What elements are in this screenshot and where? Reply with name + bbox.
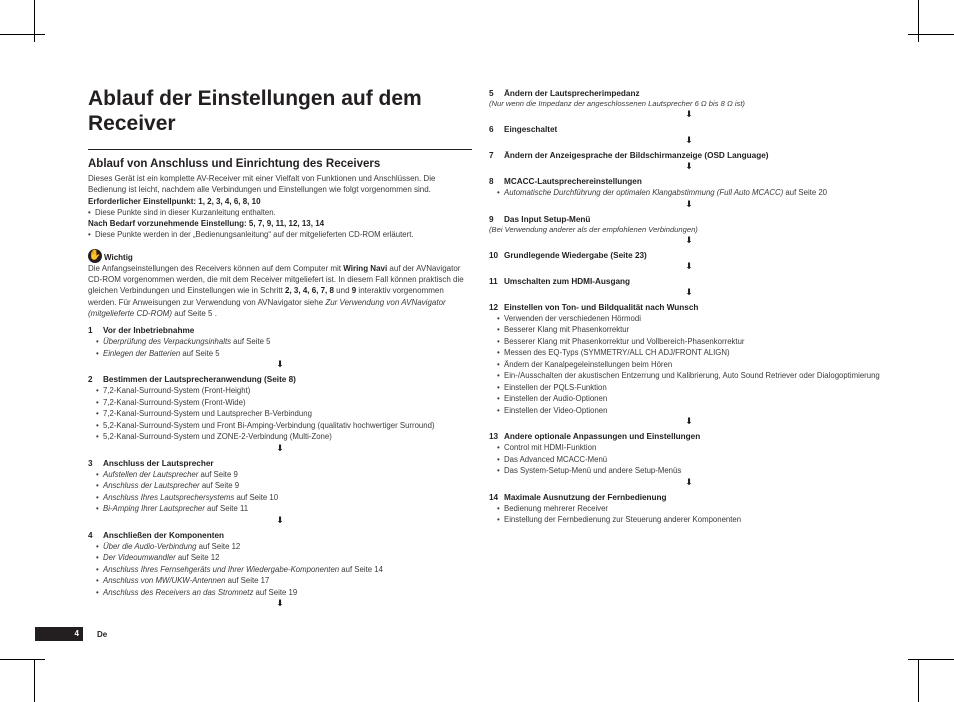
step-ref: 9 bbox=[351, 286, 357, 296]
step-number: 2 bbox=[88, 375, 93, 385]
step-11 bbox=[489, 276, 889, 298]
step-title: Das Input Setup-Menü bbox=[504, 214, 591, 224]
list-item: • Besserer Klang mit Phasenkorrektur und Vollbereich-Phasenkorrektur bbox=[497, 336, 889, 348]
step-14 bbox=[489, 492, 889, 526]
list-item: • Verwenden der verschiedenen Hörmodi bbox=[497, 313, 889, 325]
step-title: Maximale Ausnutzung der Fernbedienung bbox=[504, 492, 667, 502]
arrow-down-icon: ⬇ bbox=[685, 135, 693, 145]
list-item bbox=[96, 575, 472, 587]
step-note: (Bei Verwendung anderer als der empfohlenen Verbindungen) bbox=[489, 224, 698, 234]
step-13 bbox=[489, 431, 889, 488]
page-ref: auf Seite 10 bbox=[234, 492, 279, 502]
list-item: • 5,2-Kanal-Surround-System und ZONE-2-Verbindung (Multi-Zone) bbox=[96, 431, 472, 443]
list-item bbox=[96, 469, 472, 481]
list-item bbox=[96, 348, 472, 360]
step-title: Bestimmen der Lautsprecheranwendung (Seite 8) bbox=[103, 375, 296, 385]
item-link[interactable]: Anschluss von MW/UKW-Antennen bbox=[103, 576, 226, 586]
optional-values: : 5, 7, 9, 11, 12, 13, 14 bbox=[244, 219, 325, 229]
step-number: 4 bbox=[88, 530, 93, 540]
item-link[interactable]: Anschluss des Receivers an das Stromnetz bbox=[103, 587, 254, 597]
arrow-down-icon: ⬇ bbox=[685, 109, 693, 119]
important-text-part: auf der AVNavigator CD-ROM vorgenommen werden, die mit dem Receiver mitgeliefert ist. In diesem Fall können praktisch die gleichen Verbindungen und Einstellungen wie in Schritt bbox=[88, 263, 464, 296]
title-line-2: Receiver bbox=[88, 112, 176, 135]
step-title: Grundlegende Wiedergabe (Seite 23) bbox=[504, 250, 647, 260]
arrow-down-icon: ⬇ bbox=[685, 476, 693, 487]
important-header bbox=[88, 249, 472, 263]
arrow-down-icon: ⬇ bbox=[276, 514, 284, 525]
page-ref: auf Seite 12 bbox=[196, 541, 241, 551]
step-number: 13 bbox=[489, 432, 499, 441]
language-label: De bbox=[97, 629, 108, 639]
arrow-down-icon: ⬇ bbox=[685, 416, 693, 426]
list-item bbox=[96, 541, 472, 553]
section-title: Ablauf von Anschluss und Einrichtung des Receivers bbox=[88, 158, 381, 170]
step-number: 3 bbox=[88, 458, 93, 468]
arrow-down-icon: ⬇ bbox=[685, 161, 693, 171]
page-ref: auf Seite 12 bbox=[175, 553, 220, 563]
step-1 bbox=[88, 325, 472, 370]
list-item: • Ein-/Ausschalten der akustischen Entzerrung und Kalibrierung, Auto Sound Retriever oder Dialogoptimierung bbox=[497, 370, 889, 382]
right-column bbox=[489, 88, 889, 526]
step-note: (Nur wenn die Impedanz der angeschlossenen Lautsprecher 6 Ω bis 8 Ω ist) bbox=[489, 99, 745, 108]
step-8 bbox=[489, 176, 889, 210]
step-3 bbox=[88, 458, 472, 526]
arrow-down-icon: ⬇ bbox=[685, 234, 693, 245]
step-title: Ändern der Lautsprecherimpedanz bbox=[504, 89, 640, 98]
page-ref: auf Seite 17 bbox=[225, 576, 270, 586]
list-item bbox=[96, 336, 472, 348]
item-link[interactable]: Überprüfung des Verpackungsinhalts bbox=[103, 337, 232, 347]
item-link[interactable]: Aufstellen der Lautsprecher bbox=[103, 469, 199, 479]
page-ref: auf Seite 9 bbox=[199, 481, 240, 491]
step-6 bbox=[489, 124, 889, 146]
list-item: • 5,2-Kanal-Surround-System und Front Bi-Amping-Verbindung (qualitativ hochwertiger Surround) bbox=[96, 420, 472, 432]
step-title: Vor der Inbetriebnahme bbox=[103, 326, 195, 336]
item-link[interactable]: Anschluss der Lautsprecher bbox=[103, 481, 200, 491]
page-ref: auf Seite 9 bbox=[198, 469, 238, 479]
important-text-part: und bbox=[333, 286, 352, 296]
list-item bbox=[96, 503, 472, 515]
item-link[interactable]: Anschluss Ihres Fernsehgeräts und Ihrer Wiedergabe-Komponenten bbox=[103, 564, 340, 574]
step-12 bbox=[489, 302, 889, 428]
crop-mark bbox=[0, 659, 45, 660]
item-link[interactable]: Anschluss Ihres Lautsprechersystems bbox=[103, 492, 235, 502]
item-link[interactable]: Bi-Amping Ihrer Lautsprecher bbox=[103, 504, 205, 514]
step-number: 7 bbox=[489, 151, 494, 160]
title-line-1: Ablauf der Einstellungen auf dem bbox=[88, 87, 422, 110]
step-number: 12 bbox=[489, 302, 499, 312]
hand-icon: ✋ bbox=[88, 249, 102, 261]
arrow-down-icon: ⬇ bbox=[276, 359, 284, 370]
list-item bbox=[96, 564, 472, 576]
step-5 bbox=[489, 88, 889, 120]
step-title: Anschluss der Lautsprecher bbox=[103, 458, 214, 468]
crop-mark bbox=[918, 0, 919, 42]
list-item: • 7,2-Kanal-Surround-System und Lautsprecher B-Verbindung bbox=[96, 408, 472, 420]
list-item bbox=[96, 492, 472, 504]
crop-mark bbox=[908, 34, 954, 35]
page-title bbox=[88, 86, 472, 136]
optional-note: • Diese Punkte werden in der „Bedienungsanleitung“ auf der mitgelieferten CD-ROM erläutert. bbox=[88, 229, 472, 240]
list-item bbox=[96, 480, 472, 492]
important-text bbox=[88, 263, 472, 319]
list-item: • Einstellen der Audio-Optionen bbox=[497, 393, 889, 405]
list-item: • Das Advanced MCACC-Menü bbox=[497, 454, 889, 466]
step-number: 8 bbox=[489, 177, 494, 186]
required-values: : 1, 2, 3, 4, 6, 8, 10 bbox=[193, 196, 261, 206]
step-title: Anschließen der Komponenten bbox=[103, 530, 225, 540]
intro-text: Dieses Gerät ist ein komplette AV-Receiver mit einer Vielfalt von Funktionen und Anschlüssen. Die Bedienung ist leicht, nachdem alle Verbindungen und Einstellungen wie folgt vorgenommen sind. bbox=[88, 174, 436, 195]
arrow-down-icon: ⬇ bbox=[685, 198, 693, 209]
item-link[interactable]: Einlegen der Batterien bbox=[103, 348, 181, 358]
avnavigator-link[interactable]: Zur Verwendung von AVNavigator (mitgelieferte CD-ROM) bbox=[88, 297, 446, 318]
list-item: • 7,2-Kanal-Surround-System (Front-Wide) bbox=[96, 397, 472, 409]
step-number: 10 bbox=[489, 250, 499, 260]
item-link[interactable]: Der Videoumwandler bbox=[103, 553, 176, 563]
important-text-part: auf Seite 5 . bbox=[172, 308, 217, 318]
step-number: 11 bbox=[489, 276, 498, 286]
step-title: MCACC-Lautsprechereinstellungen bbox=[504, 177, 642, 186]
step-4 bbox=[88, 530, 472, 610]
crop-mark bbox=[908, 659, 954, 660]
list-item: • Das System-Setup-Menü und andere Setup-Menüs bbox=[497, 465, 889, 477]
arrow-down-icon: ⬇ bbox=[276, 442, 284, 453]
crop-mark bbox=[34, 660, 35, 702]
step-number: 1 bbox=[88, 326, 93, 336]
step-number: 14 bbox=[489, 492, 499, 502]
step-title: Umschalten zum HDMI-Ausgang bbox=[504, 276, 631, 286]
page-ref: auf Seite 14 bbox=[339, 564, 383, 574]
page-ref: auf Seite 5 bbox=[180, 348, 220, 358]
step-2 bbox=[88, 374, 472, 454]
required-note: • Diese Punkte sind in dieser Kurzanleitung enthalten. bbox=[88, 207, 472, 218]
step-number: 9 bbox=[489, 214, 494, 224]
title-rule bbox=[88, 149, 472, 150]
optional-label: Nach Bedarf vorzunehmende Einstellung bbox=[88, 219, 245, 229]
arrow-down-icon: ⬇ bbox=[685, 260, 693, 271]
list-item: • Einstellen der PQLS-Funktion bbox=[497, 382, 889, 394]
list-item bbox=[497, 187, 889, 199]
important-text-part: interaktiv vorgenommen werden. Für Anweisungen zur Verwendung von AVNavigator siehe bbox=[88, 286, 444, 307]
item-link[interactable]: Automatische Durchführung der optimalen Klangabstimmung (Full Auto MCACC) bbox=[504, 188, 784, 197]
list-item: • Messen des EQ-Typs (SYMMETRY/ALL CH ADJ/FRONT ALIGN) bbox=[497, 347, 889, 359]
arrow-down-icon: ⬇ bbox=[276, 598, 284, 609]
list-item bbox=[96, 552, 472, 564]
page-ref: auf Seite 11 bbox=[204, 504, 249, 514]
page-ref: auf Seite 20 bbox=[783, 188, 828, 197]
page-number: 4 bbox=[35, 627, 83, 641]
important-label: Wichtig bbox=[104, 252, 133, 262]
step-refs: 2, 3, 4, 6, 7, 8 bbox=[285, 286, 334, 296]
required-points bbox=[88, 196, 472, 207]
important-text-part: Die Anfangseinstellungen des Receivers können auf dem Computer mit bbox=[88, 263, 344, 273]
page-ref: auf Seite 19 bbox=[253, 587, 298, 597]
step-number: 6 bbox=[489, 125, 494, 134]
list-item: • Einstellen der Video-Optionen bbox=[497, 405, 889, 417]
list-item: • Bedienung mehrerer Receiver bbox=[497, 503, 889, 515]
list-item: • 7,2-Kanal-Surround-System (Front-Height) bbox=[96, 385, 472, 397]
step-7 bbox=[489, 150, 889, 172]
crop-mark bbox=[918, 660, 919, 702]
item-link[interactable]: Über die Audio-Verbindung bbox=[103, 541, 197, 551]
step-title: Ändern der Anzeigesprache der Bildschirmanzeige (OSD Language) bbox=[504, 151, 769, 160]
wiring-navi: Wiring Navi bbox=[343, 263, 388, 273]
arrow-down-icon: ⬇ bbox=[685, 286, 693, 297]
list-item: • Control mit HDMI-Funktion bbox=[497, 442, 889, 454]
optional-points bbox=[88, 218, 472, 229]
step-number: 5 bbox=[489, 89, 494, 98]
list-item bbox=[96, 587, 472, 599]
required-label: Erforderlicher Einstellpunkt bbox=[88, 196, 194, 206]
list-item: • Besserer Klang mit Phasenkorrektur bbox=[497, 324, 889, 336]
left-column bbox=[88, 86, 472, 609]
page-ref: auf Seite 5 bbox=[231, 337, 271, 347]
step-title: Einstellen von Ton- und Bildqualität nach Wunsch bbox=[504, 302, 699, 312]
page-footer bbox=[35, 627, 107, 641]
step-title: Eingeschaltet bbox=[504, 125, 558, 134]
step-10 bbox=[489, 250, 889, 272]
step-title: Andere optionale Anpassungen und Einstellungen bbox=[504, 432, 701, 441]
list-item: • Ändern der Kanalpegeleinstellungen beim Hören bbox=[497, 359, 889, 371]
list-item: • Einstellung der Fernbedienung zur Steuerung anderer Komponenten bbox=[497, 514, 889, 526]
step-9 bbox=[489, 214, 889, 246]
crop-mark bbox=[0, 34, 45, 35]
crop-mark bbox=[34, 0, 35, 42]
